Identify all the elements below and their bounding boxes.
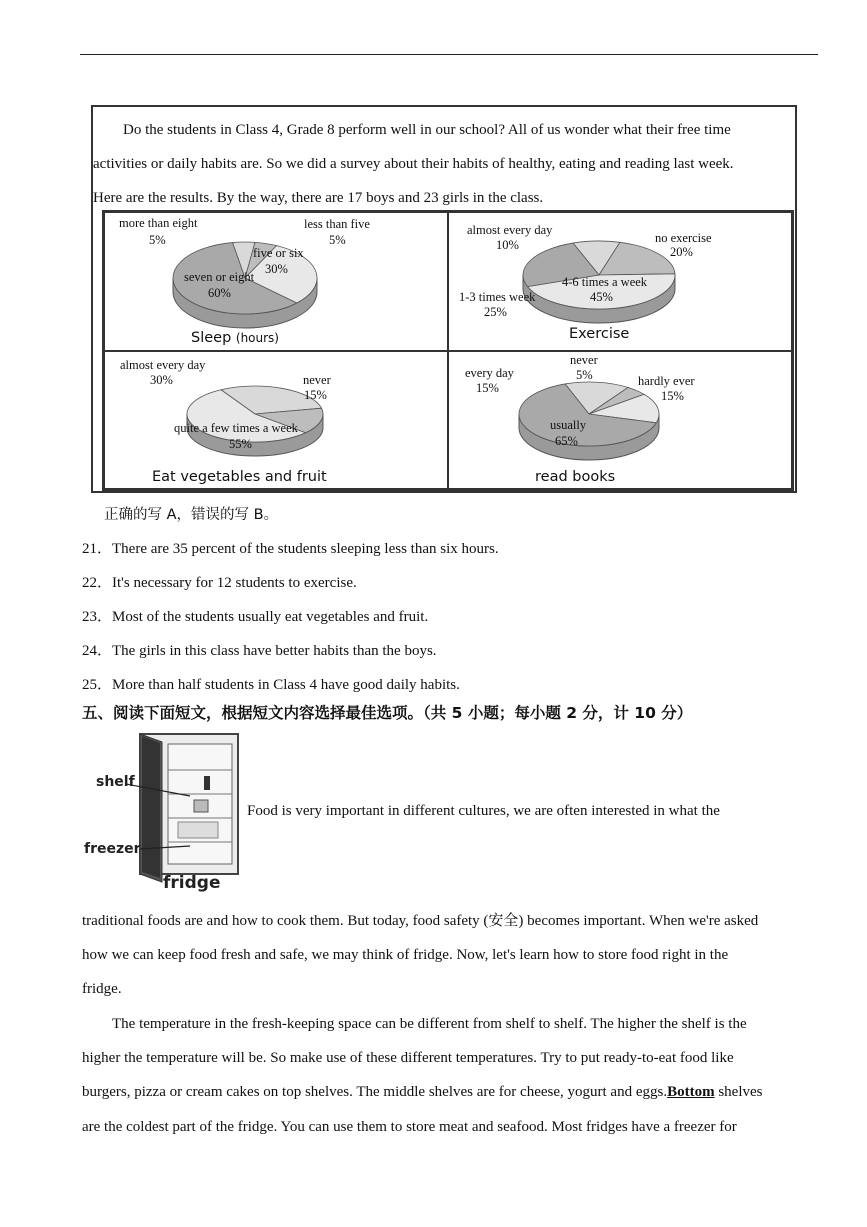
slice-label: less than five <box>304 217 370 231</box>
question-item <box>82 571 357 592</box>
passage-line: Food is very important in different cultures, we are often interested in what the <box>247 803 720 819</box>
question-text: More than half students in Class 4 have good daily habits. <box>112 677 460 693</box>
intro-line: Here are the results. By the way, there are 17 boys and 23 girls in the class. <box>93 190 544 206</box>
slice-label: hardly ever <box>638 373 695 388</box>
slice-value: 5% <box>329 233 346 247</box>
passage-line: fridge. <box>82 981 122 998</box>
vegetables-chart <box>104 351 448 490</box>
question-item <box>82 639 437 660</box>
question-text: The girls in this class have better habits than the boys. <box>112 643 437 659</box>
books-chart <box>448 351 792 490</box>
passage-line: how we can keep food fresh and safe, we may think of fridge. Now, let's learn how to store food right in the <box>82 947 729 964</box>
pie-chart-grid <box>102 210 794 491</box>
slice-value: 20% <box>670 245 693 259</box>
passage-line: The temperature in the fresh-keeping space can be different from shelf to shelf. The higher the shelf is the <box>112 1016 747 1032</box>
passage-paragraph-1 <box>82 904 812 1007</box>
section-heading: 五、阅读下面短文，根据短文内容选择最佳选项。（共 5 小题；每小题 2 分，计 10 分） <box>82 704 693 722</box>
survey-intro <box>93 113 795 215</box>
slice-label: almost every day <box>467 223 553 237</box>
slice-value: 65% <box>555 433 578 448</box>
slice-label: more than eight <box>119 216 198 230</box>
question-item <box>82 605 428 626</box>
exercise-chart <box>448 212 792 351</box>
question-text: There are 35 percent of the students sleeping less than six hours. <box>112 541 499 557</box>
intro-line: activities or daily habits are. So we did a survey about their habits of healthy, eating and reading last week. <box>93 156 734 172</box>
fridge-drawing <box>84 730 244 895</box>
freezer-label: freezer <box>84 841 141 857</box>
slice-label: usually <box>550 417 587 432</box>
passage-text: shelves <box>714 1084 763 1101</box>
question-number: 21． <box>82 541 113 557</box>
question-text: Most of the students usually eat vegetables and fruit. <box>112 609 429 625</box>
passage-line: traditional foods are and how to cook them. But today, food safety (安全) becomes important. When we're asked <box>82 913 759 929</box>
slice-value: 30% <box>265 262 288 276</box>
slice-value: 15% <box>661 388 684 403</box>
slice-label: five or six <box>253 246 304 260</box>
slice-label: every day <box>465 365 514 380</box>
passage-line: higher the temperature will be. So make use of these different temperatures. Try to put ready-to-eat food like <box>82 1050 734 1067</box>
instruction-text: 正确的写 A，错误的写 B。 <box>104 507 279 523</box>
survey-box <box>91 105 797 493</box>
fridge-label: fridge <box>163 873 221 893</box>
chart-title: Eat vegetables and fruit <box>152 468 327 485</box>
question-item <box>82 673 460 694</box>
slice-label: 4-6 times a week <box>562 275 648 289</box>
slice-value: 5% <box>576 367 593 382</box>
slice-value: 25% <box>484 305 507 319</box>
header-rule <box>80 54 818 55</box>
slice-label: almost every day <box>120 357 206 372</box>
passage-text: burgers, pizza or cream cakes on top shelves. The middle shelves are for cheese, yogurt and eggs. <box>82 1084 668 1101</box>
passage-line: are the coldest part of the fridge. You can use them to store meat and seafood. Most fridges have a freezer for <box>82 1118 737 1135</box>
slice-label: never <box>303 372 331 387</box>
slice-label: 1-3 times week <box>459 290 536 304</box>
chart-title: read books <box>535 468 616 485</box>
slice-value: 55% <box>229 436 252 451</box>
slice-value: 45% <box>590 290 613 304</box>
slice-value: 60% <box>208 286 231 300</box>
question-item <box>82 537 499 558</box>
slice-label: quite a few times a week <box>174 420 298 435</box>
sleep-chart <box>104 212 448 351</box>
chart-title: Sleep (hours) <box>191 330 279 346</box>
shelf-label: shelf <box>96 774 135 790</box>
slice-value: 30% <box>150 372 173 387</box>
passage-paragraph-2 <box>82 1007 812 1144</box>
slice-value: 15% <box>476 380 499 395</box>
intro-line: Do the students in Class 4, Grade 8 perform well in our school? All of us wonder what their free time <box>123 122 731 138</box>
question-number: 25． <box>82 677 113 693</box>
slice-value: 15% <box>304 387 327 402</box>
slice-value: 5% <box>149 233 166 247</box>
passage-line <box>82 1075 812 1109</box>
slice-value: 10% <box>496 238 519 252</box>
slice-label: seven or eight <box>184 270 255 284</box>
slice-label: no exercise <box>655 231 712 245</box>
bottom-keyword: Bottom <box>667 1084 715 1101</box>
question-number: 24． <box>82 643 113 659</box>
fridge-illustration <box>84 730 244 895</box>
question-text: It's necessary for 12 students to exercise. <box>112 575 357 591</box>
slice-label: never <box>570 352 598 367</box>
chart-title: Exercise <box>569 326 630 342</box>
question-number: 23． <box>82 609 113 625</box>
question-number: 22． <box>82 575 113 591</box>
